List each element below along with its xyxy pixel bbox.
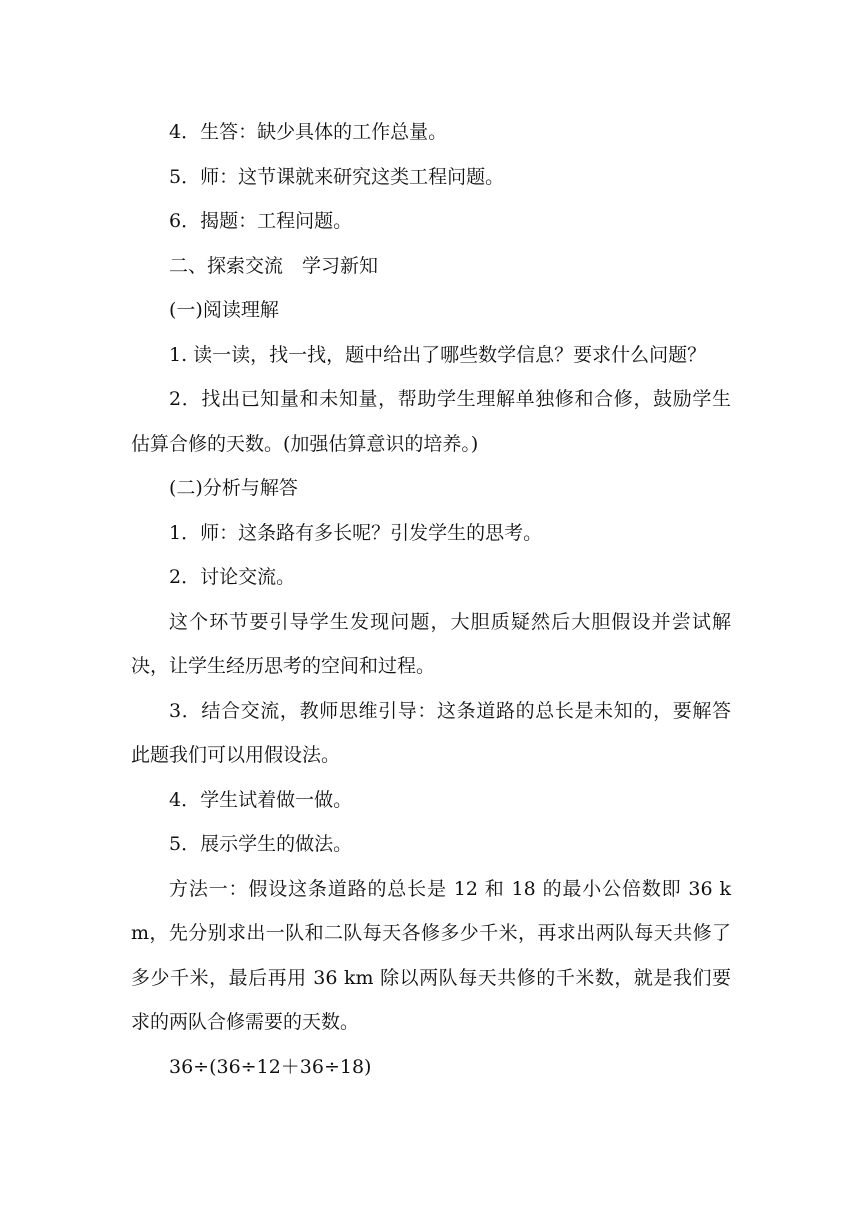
paragraph-guidance-note: 这个环节要引导学生发现问题，大胆质疑然后大胆假设并尝试解决，让学生经历思考的空间和过程。	[131, 610, 731, 677]
paragraph-method-one: 方法一：假设这条道路的总长是 12 和 18 的最小公倍数即 36 km，先分别求出一队和二队每天各修多少千米，再求出两队每天共修了多少千米，最后再用 36 km 除以两队每天共修的千米数，就是我们要求的两队合修需要的天数。	[131, 877, 731, 1033]
document-body	[131, 110, 731, 1089]
paragraph-road-length: 1．师：这条路有多长呢？引发学生的思考。	[169, 521, 543, 544]
paragraph-known-unknown: 2．找出已知量和未知量，帮助学生理解单独修和合修，鼓励学生估算合修的天数。(加强估算意识的培养。)	[131, 388, 731, 455]
paragraph-show-methods: 5．展示学生的做法。	[169, 833, 353, 855]
subsection-heading-reading: (一)阅读理解	[169, 299, 279, 321]
subsection-heading-analysis: (二)分析与解答	[169, 477, 298, 499]
formula-line: 36÷(36÷12＋36÷18)	[169, 1055, 372, 1078]
paragraph-hypothesis-method: 3．结合交流，教师思维引导：这条道路的总长是未知的，要解答此题我们可以用假设法。	[131, 699, 731, 766]
paragraph-topic-reveal: 6．揭题：工程问题。	[169, 210, 353, 232]
paragraph-discussion: 2．讨论交流。	[169, 566, 296, 588]
paragraph-read-find: 1. 读一读，找一找，题中给出了哪些数学信息？要求什么问题？	[169, 343, 707, 366]
paragraph-teacher-intro: 5．师：这节课就来研究这类工程问题。	[169, 165, 505, 188]
paragraph-student-answer: 4．生答：缺少具体的工作总量。	[169, 121, 448, 143]
paragraph-student-try: 4．学生试着做一做。	[169, 788, 353, 811]
section-heading: 二、探索交流 学习新知	[169, 254, 379, 277]
